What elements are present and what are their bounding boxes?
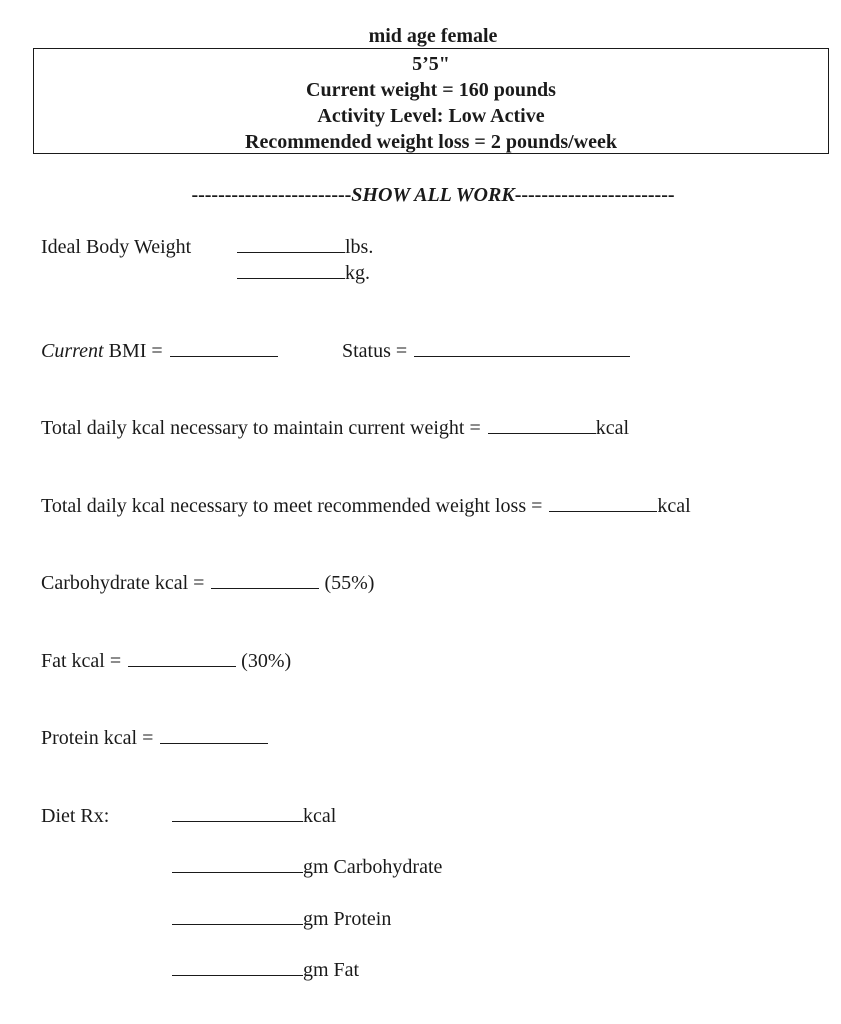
maintain-kcal-unit: kcal — [595, 417, 630, 439]
diet-rx-kcal-blank[interactable] — [172, 820, 303, 822]
status-blank[interactable] — [414, 355, 630, 357]
fat-kcal-label: Fat kcal = — [41, 650, 122, 672]
diet-rx-carbohydrate-blank[interactable] — [172, 871, 303, 873]
protein-kcal-label: Protein kcal = — [41, 727, 154, 749]
maintain-kcal-row — [41, 417, 629, 440]
maintain-kcal-blank[interactable] — [488, 432, 596, 434]
diet-rx-label: Diet Rx: — [41, 805, 110, 827]
diet-rx-protein-blank[interactable] — [172, 923, 303, 925]
dashes-left: ------------------------ — [191, 184, 352, 206]
height-text: 5’5" — [412, 53, 450, 75]
protein-kcal-blank[interactable] — [160, 742, 268, 744]
ideal-weight-kg-row — [237, 262, 370, 285]
ideal-weight-lbs-blank[interactable] — [237, 251, 345, 253]
diet-rx-fat-blank[interactable] — [172, 974, 303, 976]
carbohydrate-percent: (55%) — [324, 572, 375, 594]
ideal-weight-kg-blank[interactable] — [237, 277, 345, 279]
weight-loss-kcal-unit: kcal — [657, 495, 691, 517]
diet-rx-fat-row — [172, 959, 359, 982]
page-title: mid age female — [368, 25, 498, 47]
recommended-loss-text: Recommended weight loss = 2 pounds/week — [245, 131, 617, 153]
weight-loss-kcal-blank[interactable] — [549, 510, 657, 512]
diet-rx-protein-row — [172, 908, 391, 931]
diet-rx-protein-unit: gm Protein — [303, 908, 392, 930]
fat-kcal-blank[interactable] — [128, 665, 236, 667]
lbs-unit: lbs. — [345, 236, 374, 258]
patient-info-box — [33, 48, 829, 154]
diet-rx-kcal-row — [172, 805, 336, 828]
diet-rx-carbohydrate-row — [172, 856, 442, 879]
diet-rx-carbohydrate-unit: gm Carbohydrate — [303, 856, 443, 878]
current-weight-text: Current weight = 160 pounds — [306, 79, 556, 101]
status-label: Status = — [342, 340, 408, 362]
ideal-weight-lbs-row — [237, 236, 373, 259]
maintain-kcal-label: Total daily kcal necessary to maintain current weight = — [41, 417, 481, 439]
ideal-body-weight-label: Ideal Body Weight — [41, 236, 192, 258]
show-all-work-text: SHOW ALL WORK — [351, 184, 515, 206]
weight-loss-kcal-row — [41, 495, 691, 518]
carbohydrate-kcal-row — [41, 572, 374, 595]
fat-percent: (30%) — [241, 650, 292, 672]
diet-rx-fat-unit: gm Fat — [303, 959, 360, 981]
dashes-right: ------------------------ — [514, 184, 675, 206]
show-all-work-banner — [0, 184, 841, 207]
fat-kcal-row — [41, 650, 291, 673]
bmi-blank[interactable] — [170, 355, 278, 357]
status-row — [342, 340, 630, 363]
bmi-row — [41, 340, 278, 363]
bmi-current-word: Current — [41, 340, 104, 362]
protein-kcal-row — [41, 727, 268, 750]
kg-unit: kg. — [345, 262, 370, 284]
weight-loss-kcal-label: Total daily kcal necessary to meet recommended weight loss = — [41, 495, 543, 517]
activity-level-text: Activity Level: Low Active — [317, 105, 545, 127]
carbohydrate-kcal-label: Carbohydrate kcal = — [41, 572, 205, 594]
bmi-label: BMI = — [103, 340, 163, 362]
carbohydrate-kcal-blank[interactable] — [211, 587, 319, 589]
diet-rx-kcal-unit: kcal — [303, 805, 337, 827]
